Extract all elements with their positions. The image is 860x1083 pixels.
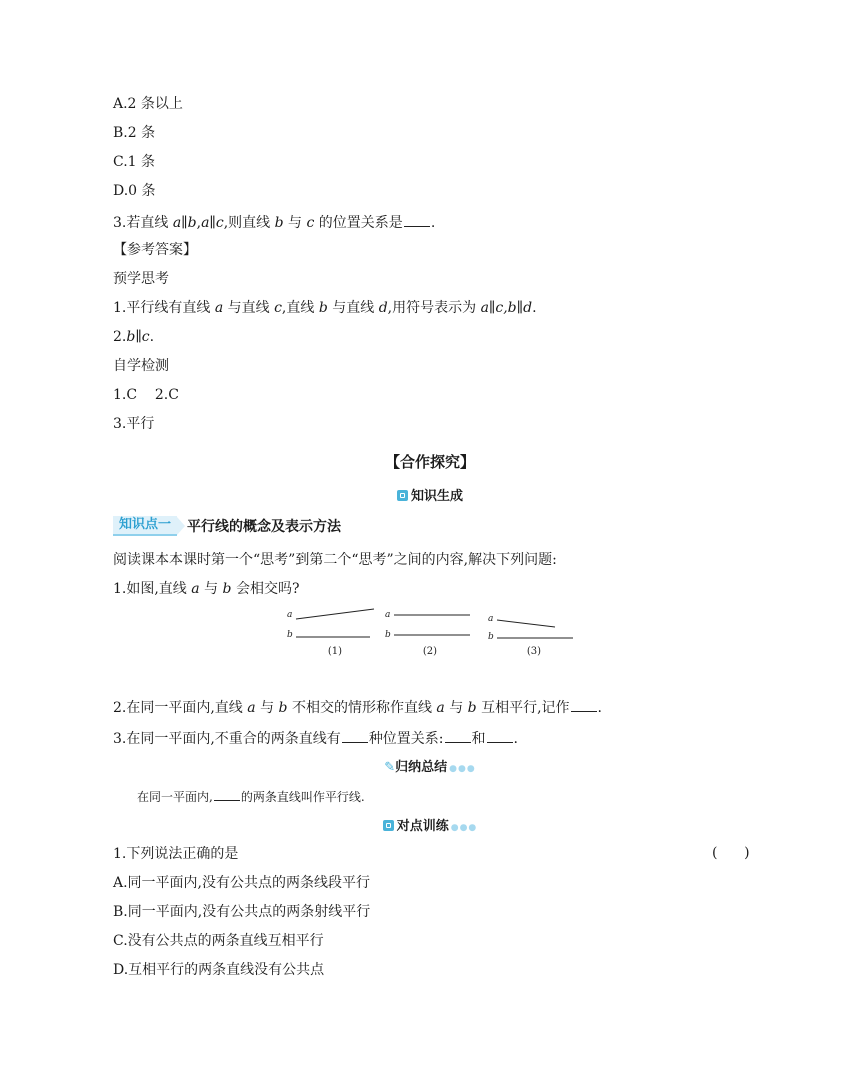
answer-text: .	[532, 300, 537, 316]
tag-label: 知识点一	[113, 516, 177, 536]
answer-text: 与直线	[327, 300, 379, 316]
answer-blank	[487, 728, 513, 743]
q3-text: ,则直线	[223, 215, 275, 231]
answer-text: 1.平行线有直线	[113, 300, 215, 316]
summary-heading-label: 归纳总结	[395, 760, 448, 775]
question-text: 3.在同一平面内,不重合的两条直线有	[113, 731, 341, 747]
fig-caption: (3)	[526, 646, 542, 657]
knowledge-point-tag	[113, 517, 341, 535]
var: a	[172, 215, 182, 231]
self-check-title: 自学检测	[113, 358, 169, 374]
var: a	[191, 581, 200, 597]
answer-blank	[445, 728, 471, 743]
knowledge-heading	[0, 485, 860, 504]
tag-arrow-icon	[177, 517, 185, 535]
fig-label-a: a	[385, 610, 391, 620]
q3-text: 的位置关系是	[314, 215, 403, 231]
answer-text: 与直线	[223, 300, 275, 316]
practice-heading-label: 对点训练	[396, 819, 449, 834]
instruction-text: 阅读课本本课时第一个“思考”到第二个“思考”之间的内容,解决下列问题:	[113, 552, 557, 568]
practice-option-b: B.同一平面内,没有公共点的两条射线平行	[113, 904, 371, 920]
question-parallel-def	[113, 697, 602, 717]
var: a	[201, 215, 210, 231]
dots-decoration: ●●●	[450, 823, 478, 833]
var: b	[318, 300, 328, 316]
fig-label-b: b	[287, 630, 293, 640]
answer-parentheses: ( )	[712, 845, 750, 861]
book-icon	[397, 490, 408, 501]
var: b	[222, 581, 232, 597]
question-text: 与	[199, 581, 223, 597]
var: a	[247, 700, 256, 716]
fig-label-b: b	[488, 632, 494, 642]
var: b	[274, 215, 284, 231]
question-text: 互相平行,记作	[476, 700, 570, 716]
question-text: 不相交的情形称作直线	[287, 700, 437, 716]
var: b	[187, 215, 197, 231]
math-expression: a∥c,b∥d	[480, 300, 533, 316]
var: b	[467, 700, 477, 716]
math-expression: b∥c	[126, 329, 150, 345]
fig-label-a: a	[287, 610, 293, 620]
question-positions	[113, 728, 518, 748]
dots-decoration: ●●●	[449, 764, 476, 774]
option-d: D.0 条	[113, 183, 156, 199]
question-text: .	[597, 700, 602, 716]
var: d	[378, 300, 388, 316]
practice-heading	[0, 815, 860, 834]
answer-text: ,直线	[281, 300, 319, 316]
summary-heading	[0, 756, 860, 775]
answer-2	[113, 328, 154, 346]
option-b: B.2 条	[113, 125, 156, 141]
var: b	[278, 700, 288, 716]
answer-blank	[571, 697, 597, 712]
summary-part: 在同一平面内,	[137, 790, 213, 804]
var: c	[215, 215, 224, 231]
self-check-answer-3: 3.平行	[113, 416, 155, 432]
question-text: 会相交吗?	[231, 581, 300, 597]
var: c	[306, 215, 315, 231]
question-intersect	[113, 580, 299, 598]
edit-icon	[383, 820, 394, 831]
line-a-3	[497, 620, 555, 627]
practice-option-c: C.没有公共点的两条直线互相平行	[113, 933, 324, 949]
var: a	[214, 300, 224, 316]
fig-caption: (1)	[327, 646, 343, 657]
section-title: 【合作探究】	[384, 453, 475, 471]
question-text: 1.如图,直线	[113, 581, 192, 597]
q3-text: .	[430, 215, 436, 231]
answer-text: .	[149, 329, 155, 345]
answer-1	[113, 299, 537, 317]
answer-text: 2.	[113, 329, 127, 345]
question-text: 种位置关系:	[368, 731, 444, 747]
question-text: 2.在同一平面内,直线	[113, 700, 248, 716]
answer-blank	[342, 728, 368, 743]
q3-text: 3.若直线	[113, 215, 173, 231]
option-c: C.1 条	[113, 154, 156, 170]
parallel-symbol: ∥	[181, 215, 188, 231]
answer-blank	[214, 786, 240, 801]
knowledge-point-title: 平行线的概念及表示方法	[187, 519, 342, 535]
pencil-icon: ✎	[384, 760, 396, 775]
option-a: A.2 条以上	[113, 96, 183, 112]
lines-figure	[284, 606, 584, 658]
q3-text: ,	[196, 215, 202, 231]
var: c	[274, 300, 282, 316]
question-text: 与	[444, 700, 468, 716]
fig-caption: (2)	[422, 646, 438, 657]
question-text: 与	[255, 700, 279, 716]
summary-text	[137, 786, 365, 805]
practice-option-a: A.同一平面内,没有公共点的两条线段平行	[113, 875, 371, 891]
practice-question-1: 1.下列说法正确的是	[113, 846, 239, 862]
question-3	[113, 212, 435, 232]
fig-label-b: b	[385, 630, 391, 640]
fig-label-a: a	[488, 614, 494, 624]
answer-text: ,用符号表示为	[387, 300, 481, 316]
line-a-1	[296, 609, 374, 619]
answers-header: 【参考答案】	[113, 242, 197, 258]
q3-text: 与	[283, 215, 307, 231]
question-text: .	[513, 731, 518, 747]
preview-title: 预学思考	[113, 271, 169, 287]
knowledge-heading-label: 知识生成	[410, 489, 463, 504]
self-check-answers: 1.C 2.C	[113, 387, 179, 403]
answer-blank	[404, 212, 430, 227]
parallel-symbol: ∥	[209, 215, 216, 231]
practice-option-d: D.互相平行的两条直线没有公共点	[113, 962, 325, 978]
var: a	[436, 700, 445, 716]
question-text: 和	[471, 731, 486, 747]
summary-part: 的两条直线叫作平行线.	[240, 790, 365, 804]
